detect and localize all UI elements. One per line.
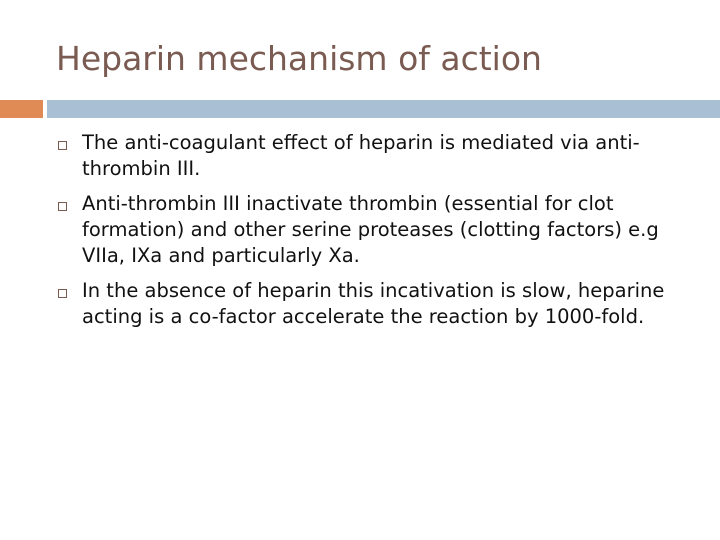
title-rule-accent [0, 100, 43, 118]
slide-title: Heparin mechanism of action [56, 39, 542, 78]
square-bullet-icon [58, 202, 67, 211]
bullet-text: The anti-coagulant effect of heparin is mediated via anti-thrombin III. [82, 131, 640, 180]
bullet-list [58, 130, 678, 339]
square-bullet-icon [58, 289, 67, 298]
square-bullet-icon [58, 141, 67, 150]
bullet-item [58, 278, 678, 330]
bullet-text: Anti-thrombin III inactivate thrombin (essential for clot formation) and other serine proteases (clotting factors) e.g VIIa, IXa and particularly Xa. [82, 192, 659, 267]
bullet-text: In the absence of heparin this incativation is slow, heparine acting is a co-factor accelerate the reaction by 1000-fold. [82, 279, 665, 328]
bullet-item [58, 130, 678, 182]
title-rule-bar [47, 100, 720, 118]
bullet-item [58, 191, 678, 269]
